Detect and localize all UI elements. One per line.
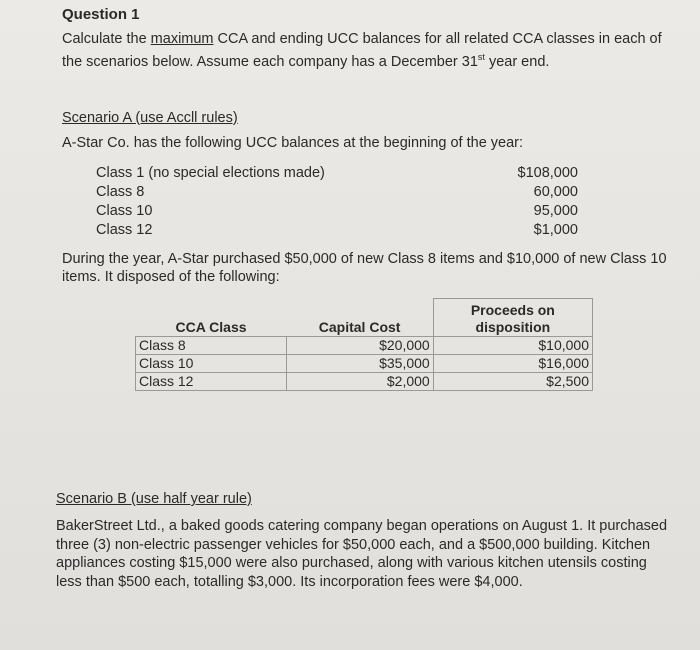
header-cca-class: CCA Class — [175, 319, 247, 335]
balance-label: Class 1 (no special elections made) — [96, 165, 325, 181]
scenario-b-body: BakerStreet Ltd., a baked goods catering company began operations on August 1. It purchased three (3) non-electric passenger vehicles for $50,000 each, and a $500,000 building. Kitchen appliances costing $15,000 were also purchased, along with various kitchen utensils costing less than $500 each, totalling $3,000. Its incorporation fees were $4,000. — [56, 518, 668, 590]
cell-proceeds: $16,000 — [433, 355, 592, 373]
question-heading: Question 1 — [62, 6, 140, 23]
cell-proceeds: $2,500 — [433, 373, 592, 391]
table-row — [136, 355, 593, 373]
balance-amount: 60,000 — [533, 184, 578, 200]
cell-capital-cost: $2,000 — [287, 373, 434, 391]
scenario-a-purchases: During the year, A-Star purchased $50,000 of new Class 8 items and $10,000 of new Class 10 items. It disposed of the following: — [62, 251, 667, 285]
ucc-balance-list — [96, 164, 578, 240]
cell-cca-class: Class 12 — [136, 373, 287, 391]
table-header-row — [136, 299, 593, 337]
header-capital-cost: Capital Cost — [318, 319, 401, 335]
balance-row — [96, 183, 578, 202]
scenario-a-lead: A-Star Co. has the following UCC balances at the beginning of the year: — [62, 135, 524, 151]
cell-capital-cost: $20,000 — [287, 337, 434, 355]
question-instructions — [62, 30, 672, 71]
intro-maximum: maximum — [150, 31, 214, 47]
cell-cca-class: Class 8 — [136, 337, 287, 355]
balance-row — [96, 202, 578, 221]
balance-amount: 95,000 — [533, 203, 578, 219]
balance-label: Class 8 — [96, 184, 145, 200]
table-row — [136, 337, 593, 355]
header-proceeds-line2: disposition — [475, 319, 551, 335]
balance-row — [96, 164, 578, 183]
balance-label: Class 12 — [96, 222, 153, 238]
cell-cca-class: Class 10 — [136, 355, 287, 373]
cell-proceeds: $10,000 — [433, 337, 592, 355]
cell-capital-cost: $35,000 — [287, 355, 434, 373]
disposition-table — [135, 298, 593, 391]
header-proceeds-line1: Proceeds on — [470, 302, 555, 318]
intro-text-1: Calculate the — [62, 31, 151, 47]
balance-row — [96, 221, 578, 240]
table-row — [136, 373, 593, 391]
header-proceeds — [433, 299, 592, 337]
intro-superscript: st — [477, 52, 485, 62]
balance-amount: $1,000 — [533, 222, 578, 238]
intro-text-3: year end. — [484, 53, 550, 70]
intro-text-2: CCA and ending UCC balances for all related CCA classes in each of the scenarios below. Assume each company has a December 31 — [62, 31, 662, 70]
scenario-a-title: Scenario A (use Accll rules) — [62, 110, 238, 126]
scenario-b-title: Scenario B (use half year rule) — [56, 491, 252, 507]
balance-amount: $108,000 — [517, 165, 578, 181]
balance-label: Class 10 — [96, 203, 153, 219]
